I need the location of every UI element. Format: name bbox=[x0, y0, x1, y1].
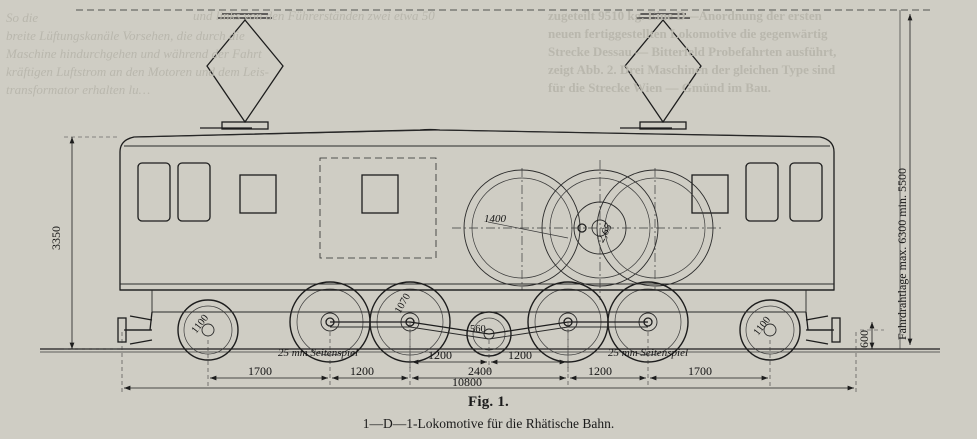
figure-number: Fig. 1. bbox=[468, 394, 509, 410]
dim-label-3350: 3350 bbox=[49, 226, 63, 250]
gear-transmission-diagram bbox=[452, 160, 724, 300]
buffer-left bbox=[118, 312, 152, 344]
dim-label-1200-right: 1200 bbox=[588, 364, 612, 378]
dim-gear-ratio: 2,65 bbox=[595, 221, 615, 245]
label-seitenspiel-left: 25 mm Seitenspiel bbox=[278, 347, 359, 359]
dim-label-1200-a: 1200 bbox=[428, 348, 452, 362]
ghost-text-center-0: und links von den Führerständen zwei etwa 50 bbox=[193, 8, 435, 23]
dim-height-3350 bbox=[49, 137, 120, 349]
dim-label-wire: Fahrdrahtlage max. 6300 min. 5500 bbox=[895, 168, 909, 340]
figure-caption: 1—D—1-Lokomotive für die Rhätische Bahn. bbox=[362, 416, 615, 431]
dim-wheel-driver: 1400 bbox=[484, 213, 506, 225]
dim-wheel-carrier: 560 bbox=[470, 324, 486, 335]
dim-label-1200-left: 1200 bbox=[350, 364, 374, 378]
ghost-text-left-1: breite Lüftungskanäle Vorsehen, die durch die bbox=[6, 28, 245, 43]
dim-label-10800: 10800 bbox=[452, 375, 482, 389]
locomotive-body bbox=[120, 130, 834, 291]
window-group-left bbox=[138, 163, 398, 221]
ghost-text-right-0: zugeteilt 9510 kg. Eine D—Anordnung der ersten bbox=[548, 8, 822, 23]
coupling-rods bbox=[330, 322, 648, 339]
window-group-right bbox=[692, 163, 822, 221]
label-seitenspiel-right: 25 mm Seitenspiel bbox=[608, 347, 689, 359]
machine-room-outline bbox=[320, 158, 436, 258]
dim-label-1200-b: 1200 bbox=[508, 348, 532, 362]
pantograph-right bbox=[620, 14, 701, 129]
dim-label-600: 600 bbox=[857, 330, 871, 348]
ghost-text-left-4: transformator erhalten lu… bbox=[6, 82, 151, 97]
dim-label-1700-left: 1700 bbox=[248, 364, 272, 378]
ghost-text-left-0: So die bbox=[6, 10, 39, 25]
ghost-text-left-2: Maschine hindurchgehen und während der Fahrt bbox=[6, 46, 262, 61]
dim-driver-dia-rear: 1070 bbox=[393, 291, 414, 316]
ghost-text-right-1: neuen fertiggestellten Lokomotive die gegenwärtig bbox=[548, 26, 828, 41]
buffer-right bbox=[806, 312, 840, 344]
svg-text:1100: 1100 bbox=[751, 314, 774, 338]
ghost-text-right-4: für die Strecke Wien — Gmünd im Bau. bbox=[548, 80, 771, 95]
dim-buffer-600 bbox=[857, 322, 884, 349]
pantograph-left bbox=[200, 14, 283, 129]
ghost-text-left-3: kräftigen Luftstrom an den Motoren und dem Leis- bbox=[6, 64, 269, 79]
svg-text:1100: 1100 bbox=[189, 312, 212, 336]
dim-label-1700-right: 1700 bbox=[688, 364, 712, 378]
dim-label-2400: 2400 bbox=[468, 364, 492, 378]
ghost-text-right-2: Strecke Dessau — Bitterfeld Probefahrten ausführt, bbox=[548, 44, 837, 59]
dim-wire-height bbox=[895, 14, 910, 345]
ghost-text-right-3: zeigt Abb. 2. Drei Maschinen der gleichen Type sind bbox=[548, 62, 836, 77]
